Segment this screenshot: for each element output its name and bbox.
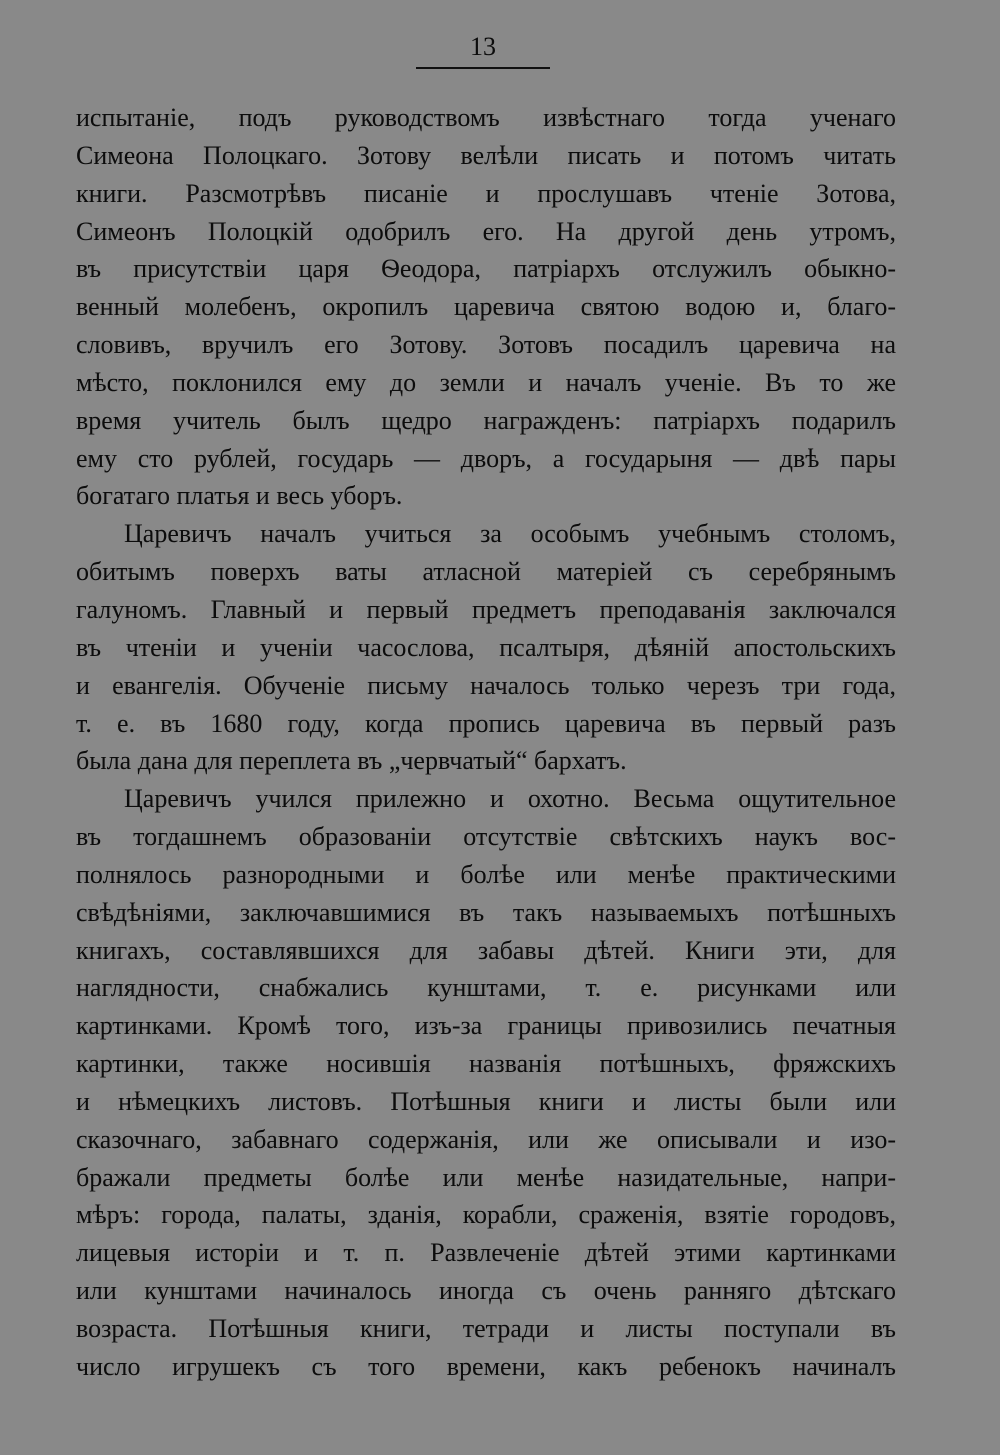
paragraph-3 [76, 780, 896, 1386]
paragraph-2 [76, 515, 896, 780]
text-line: сказочнаго, забавнаго содержанія, или же описывали и изо- [76, 1124, 896, 1154]
paragraph-1 [76, 99, 896, 515]
text-line: въ присутствіи царя Ѳеодора, патріархъ отслужилъ обыкно- [76, 254, 896, 284]
text-line: и нѣмецкихъ листовъ. Потѣшныя книги и листы были или [76, 1086, 896, 1116]
text-line: и евангелія. Обученіе письму началось только черезъ три года, [76, 670, 896, 700]
text-line: испытаніе, подъ руководствомъ извѣстнаго тогда ученаго [76, 103, 896, 132]
text-line: наглядности, снабжались кунштами, т. е. рисунками или [76, 973, 896, 1003]
text-line: книги. Разсмотрѣвъ писаніе и прослушавъ чтеніе Зотова, [76, 178, 896, 208]
text-line: Царевичъ учился прилежно и охотно. Весьма ощутительное [124, 784, 896, 814]
text-line: ему сто рублей, государь — дворъ, а государыня — двѣ пары [76, 443, 896, 473]
text-line: возраста. Потѣшныя книги, тетради и листы поступали въ [76, 1314, 896, 1343]
text-line: бражали предметы болѣе или менѣе назидательные, напри- [76, 1162, 896, 1192]
text-line: время учитель былъ щедро награжденъ: патріархъ подарилъ [76, 405, 896, 435]
text-line: Царевичъ началъ учиться за особымъ учебнымъ столомъ, [124, 519, 896, 549]
text-line: мѣръ: города, палаты, зданія, корабли, сраженія, взятіе городовъ, [76, 1200, 896, 1230]
text-line: обитымъ поверхъ ваты атласной матеріей съ серебрянымъ [76, 557, 896, 587]
text-line: картинками. Кромѣ того, изъ-за границы привозились печатныя [76, 1011, 896, 1041]
text-line: мѣсто, поклонился ему до земли и началъ ученіе. Въ то же [76, 367, 896, 397]
text-line: или кунштами начиналось иногда съ очень ранняго дѣтскаго [76, 1276, 896, 1306]
text-line: картинки, также носившія названія потѣшныхъ, фряжскихъ [76, 1049, 896, 1079]
text-line: полнялось разнородными и болѣе или менѣе практическими [76, 859, 896, 889]
text-line: свѣдѣніями, заключавшимися въ такъ называемыхъ потѣшныхъ [76, 897, 896, 927]
text-line: венный молебенъ, окропилъ царевича святою водою и, благо- [76, 292, 896, 322]
text-line: Симеонъ Полоцкій одобрилъ его. На другой день утромъ, [76, 216, 896, 246]
text-line: т. е. въ 1680 году, когда пропись царевича въ первый разъ [76, 708, 896, 738]
text-line: въ тогдашнемъ образованіи отсутствіе свѣтскихъ наукъ вос- [76, 822, 896, 852]
text-line: галуномъ. Главный и первый предметъ преподаванія заключался [76, 594, 896, 624]
text-line: Симеона Полоцкаго. Зотову велѣли писать и потомъ читать [76, 140, 896, 170]
text-line: словивъ, вручилъ его Зотову. Зотовъ посадилъ царевича на [76, 330, 896, 360]
text-line: книгахъ, составлявшихся для забавы дѣтей. Книги эти, для [76, 935, 896, 965]
text-line: число игрушекъ съ того времени, какъ ребенокъ начиналъ [76, 1351, 896, 1381]
text-line: богатаго платья и весь уборъ. [76, 481, 403, 511]
page-number: 13 [470, 32, 496, 61]
text-line: была дана для переплета въ „червчатый“ бархатъ. [76, 746, 627, 776]
text-line: въ чтеніи и ученіи часослова, псалтыря, дѣяній апостольскихъ [76, 632, 896, 662]
text-line: лицевыя исторіи и т. п. Развлеченіе дѣтей этими картинками [76, 1238, 896, 1268]
page-number-rule [416, 67, 550, 69]
body-text [76, 99, 896, 1386]
